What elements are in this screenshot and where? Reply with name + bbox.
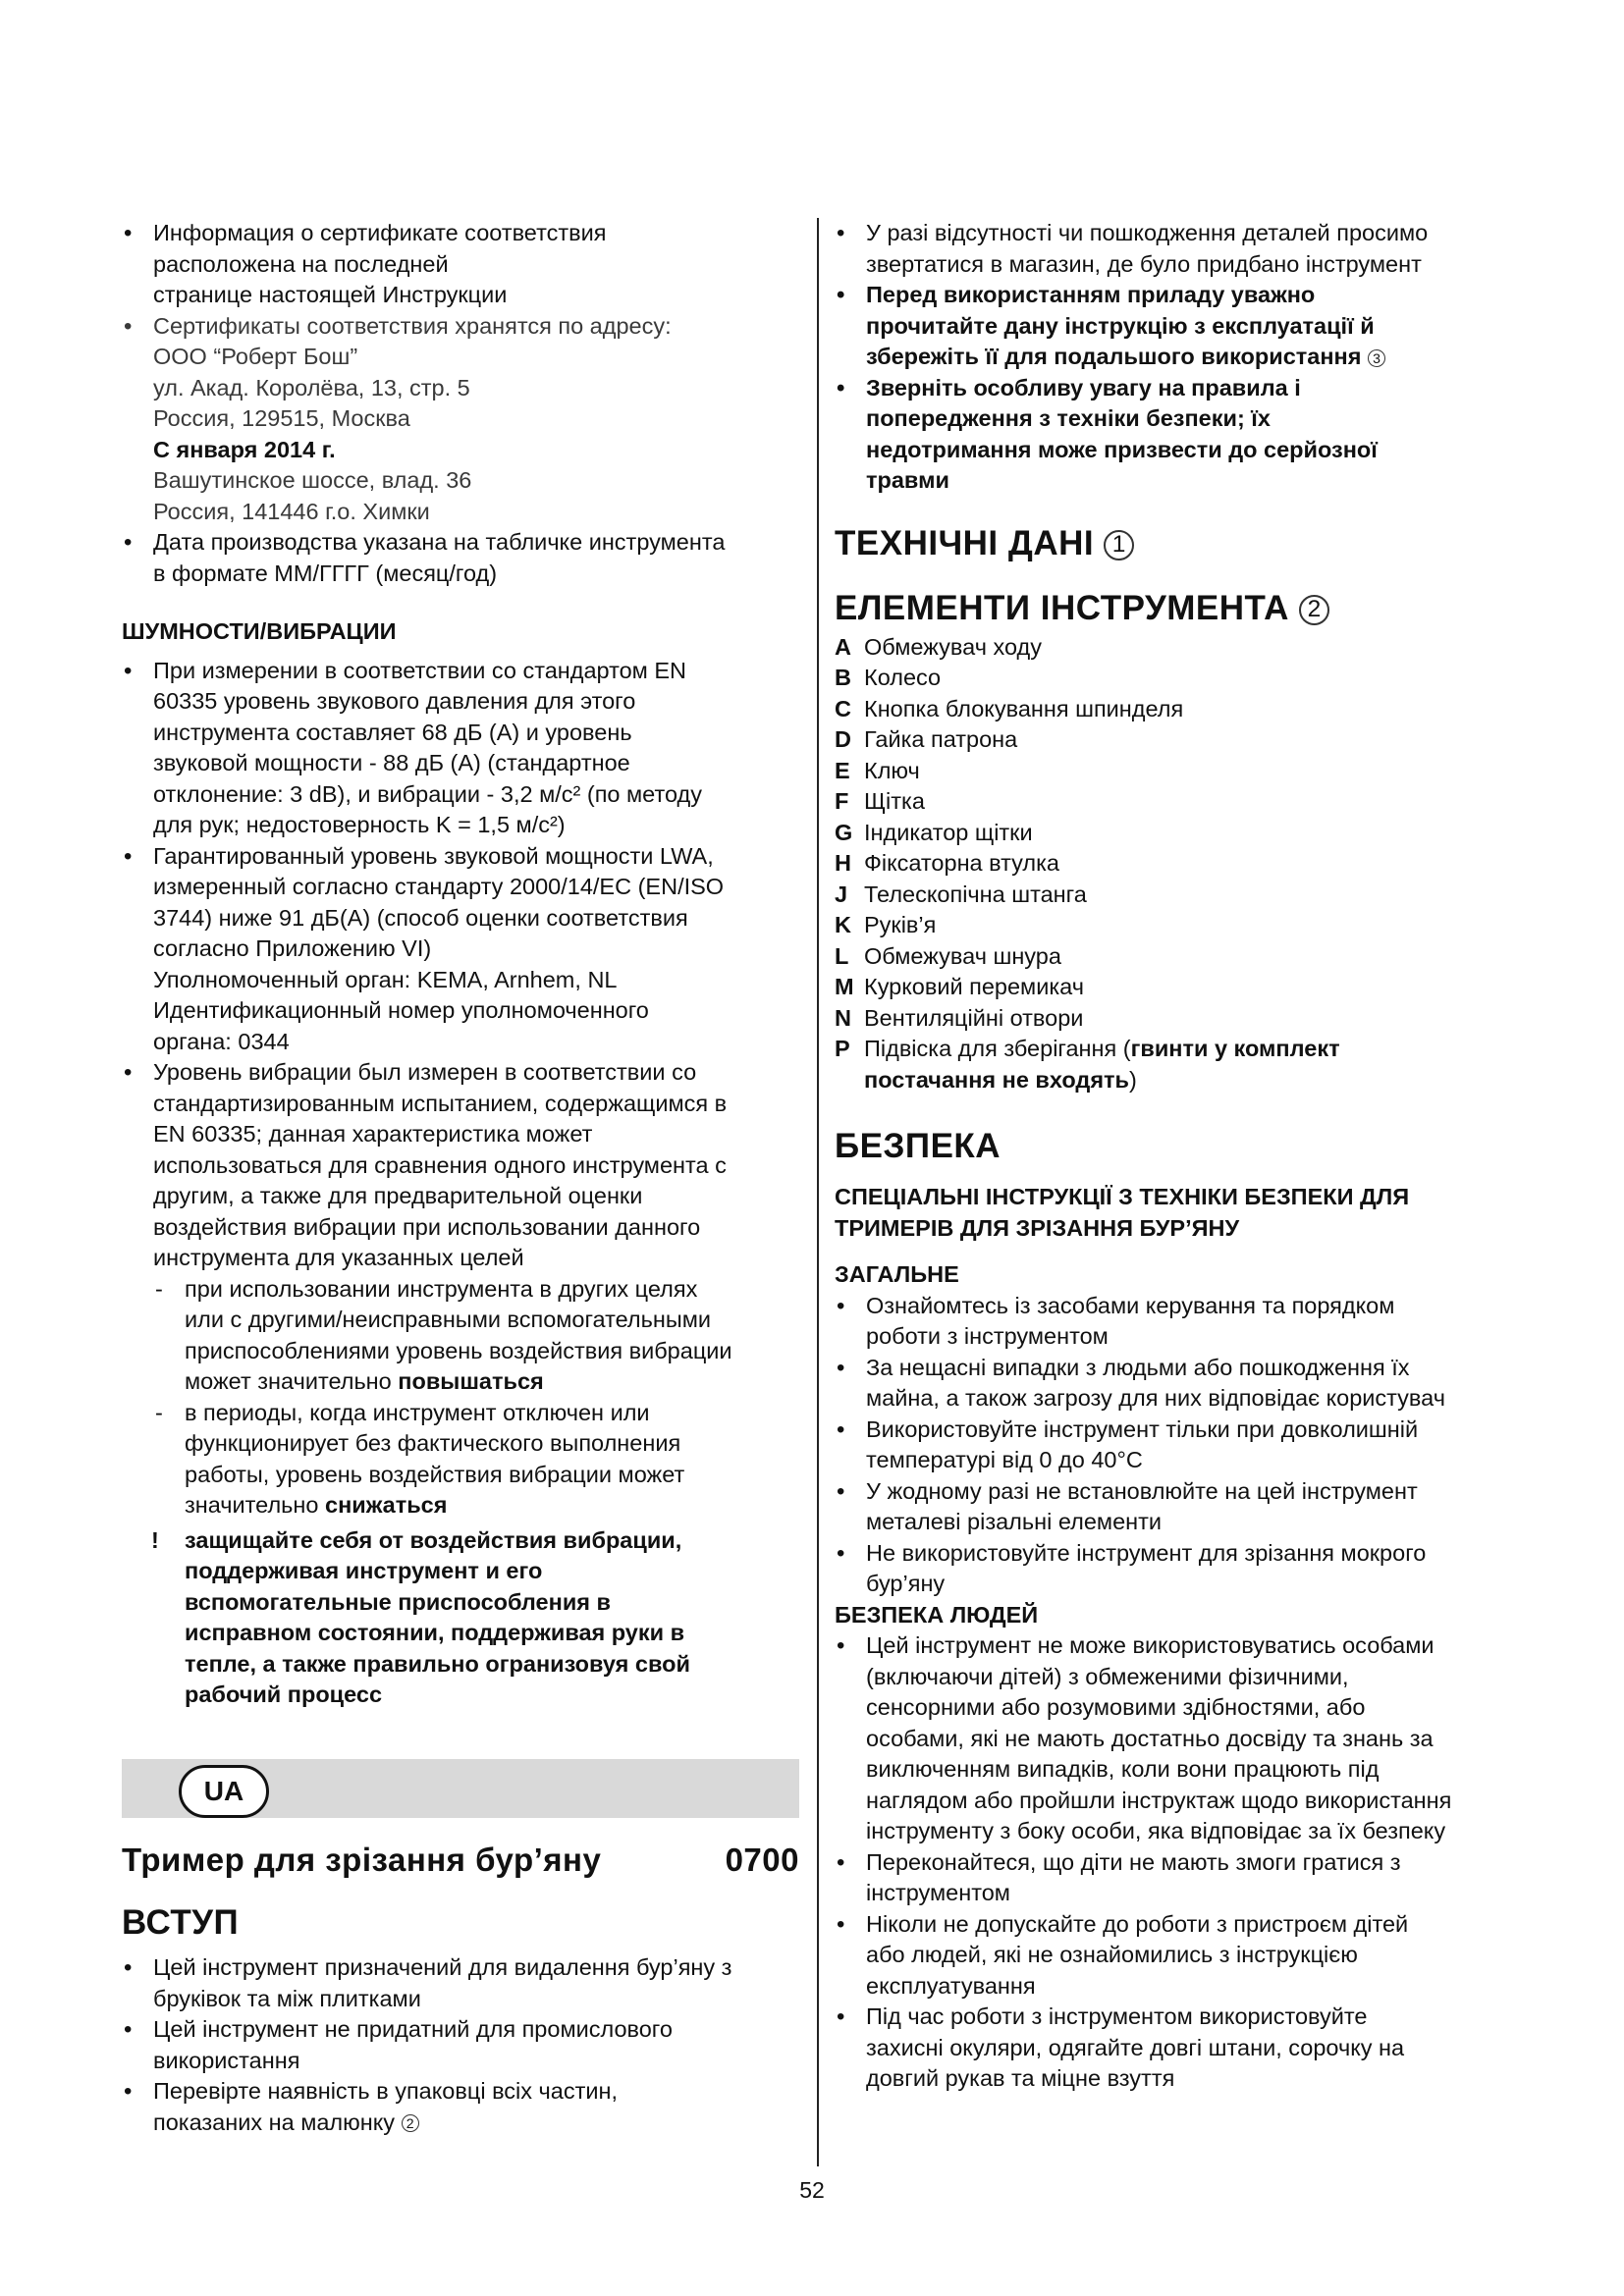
text-line: (включаючи дітей) з обмеженими фізичними, bbox=[866, 1663, 1349, 1689]
list-item bbox=[835, 1476, 1502, 1538]
part-letter: F bbox=[835, 788, 849, 814]
figure-ref-icon: 2 bbox=[402, 2114, 419, 2132]
product-title bbox=[122, 1839, 799, 1882]
part-text: Курковий перемикач bbox=[864, 974, 1084, 999]
text-line: СПЕЦІАЛЬНІ ІНСТРУКЦІЇ З ТЕХНІКИ БЕЗПЕКИ ДЛЯ bbox=[835, 1184, 1410, 1209]
text-line: 3744) ниже 91 дБ(A) (способ оценки соответствия bbox=[153, 904, 688, 931]
right-column bbox=[835, 218, 1502, 2095]
text-line: функционирует без фактического выполнения bbox=[185, 1430, 681, 1456]
list-item bbox=[835, 1847, 1502, 1909]
list-item bbox=[122, 2014, 799, 2076]
part-letter: P bbox=[835, 1036, 850, 1061]
text-line: Цей інструмент не придатний для промислового bbox=[153, 2016, 673, 2042]
part-item bbox=[835, 632, 1502, 664]
text-line: металеві різальні елементи bbox=[866, 1509, 1163, 1534]
text-line: температурі від 0 до 40°C bbox=[866, 1447, 1143, 1472]
text-line: Цей інструмент не може використовуватись особами bbox=[866, 1632, 1435, 1658]
part-text: Колесо bbox=[864, 665, 942, 690]
parts-list bbox=[835, 632, 1502, 1035]
part-item bbox=[835, 880, 1502, 911]
product-name: Тример для зрізання бур’яну bbox=[122, 1842, 602, 1878]
text-line: сенсорними або розумовими здібностями, або bbox=[866, 1694, 1366, 1720]
text-line: ООО “Роберт Бош” bbox=[153, 344, 358, 369]
text-line: согласно Приложению VI) bbox=[153, 935, 432, 961]
text-line: в периоды, когда инструмент отключен или bbox=[185, 1399, 650, 1425]
text-line: защищайте себя от воздействия вибрации, bbox=[185, 1526, 682, 1553]
text-line: звуковой мощности - 88 дБ (A) (стандартное bbox=[153, 750, 630, 775]
list-item bbox=[835, 218, 1502, 280]
part-letter: K bbox=[835, 912, 851, 937]
text-line: другим, а также для предварительной оценки bbox=[153, 1183, 643, 1208]
heading-text: ЕЛЕМЕНТИ ІНСТРУМЕНТА bbox=[835, 588, 1289, 627]
text-line: стандартизированным испытанием, содержащимся в bbox=[153, 1090, 728, 1116]
intro-continued-list bbox=[835, 218, 1502, 497]
part-text: Ключ bbox=[864, 757, 920, 783]
list-item bbox=[835, 1630, 1502, 1847]
part-item bbox=[835, 1034, 1502, 1095]
text-line: показаних на малюнку bbox=[153, 2109, 402, 2135]
text-line: С января 2014 г. bbox=[153, 436, 336, 462]
text-line: Зверніть особливу увагу на правила і bbox=[866, 374, 1301, 400]
certificate-list bbox=[122, 218, 799, 589]
text-line: странице настоящей Инструкции bbox=[153, 282, 508, 307]
text-line: недотримання може призвести до серйозної bbox=[866, 436, 1378, 462]
language-badge: UA bbox=[179, 1765, 269, 1818]
text-line: EN 60335; данная характеристика может bbox=[153, 1121, 593, 1147]
text-line: Перед використанням приладу уважно bbox=[866, 282, 1316, 307]
list-item bbox=[122, 1057, 799, 1274]
list-item bbox=[122, 311, 799, 528]
part-text: Індикатор щітки bbox=[864, 819, 1033, 845]
heading-text: ТЕХНІЧНІ ДАНІ bbox=[835, 523, 1095, 562]
part-letter: B bbox=[835, 665, 851, 690]
general-list bbox=[835, 1291, 1502, 1600]
text-line: при использовании инструмента в других целях bbox=[185, 1275, 698, 1302]
text-line: Идентификационный номер уполномоченного bbox=[153, 997, 649, 1023]
text-line: поддерживая инструмент и его bbox=[185, 1558, 543, 1583]
list-item bbox=[122, 2076, 799, 2138]
vibration-dash-list bbox=[122, 1274, 799, 1522]
list-item bbox=[153, 1274, 799, 1398]
text-line: расположена на последней bbox=[153, 250, 449, 277]
text-line: Информация о сертификате соответствия bbox=[153, 220, 607, 245]
left-column-ua bbox=[122, 1839, 799, 2138]
product-code: 0700 bbox=[725, 1842, 799, 1878]
noise-list bbox=[122, 656, 799, 1274]
part-letter: C bbox=[835, 695, 851, 721]
text-line: Дата производства указана на табличке инструмента bbox=[153, 529, 726, 555]
part-letter: E bbox=[835, 757, 850, 783]
list-item bbox=[153, 1398, 799, 1522]
part-letter: G bbox=[835, 819, 853, 845]
text-line: вспомогательные приспособления в bbox=[185, 1588, 611, 1615]
text-line: Вашутинское шоссе, влад. 36 bbox=[153, 467, 472, 493]
text-line: измеренный согласно стандарту 2000/14/EC (EN/ISO bbox=[153, 874, 725, 899]
part-letter: D bbox=[835, 726, 851, 752]
text-line: органа: 0344 bbox=[153, 1028, 290, 1054]
part-text: Щітка bbox=[864, 788, 925, 814]
text-line: Ознайомтесь із засобами керування та порядком bbox=[866, 1292, 1395, 1318]
list-item bbox=[122, 218, 799, 311]
general-heading: ЗАГАЛЬНЕ bbox=[835, 1261, 959, 1287]
list-item bbox=[835, 1291, 1502, 1353]
left-column bbox=[122, 218, 799, 1711]
text-line: 60335 уровень звукового давления для этого bbox=[153, 688, 636, 714]
people-safety-heading: БЕЗПЕКА ЛЮДЕЙ bbox=[835, 1601, 1039, 1628]
text-line: инструмента для указанных целей bbox=[153, 1245, 524, 1270]
text-line: наглядом або пройшли інструктаж щодо використання bbox=[866, 1787, 1452, 1813]
tech-data-heading bbox=[835, 522, 1502, 565]
text-line: збережіть її для подальшого використання bbox=[866, 344, 1368, 369]
part-text: Обмежувач шнура bbox=[864, 942, 1061, 969]
text-line: інструментом bbox=[866, 1880, 1010, 1905]
text-line: або людей, які не ознайомились з інструкцією bbox=[866, 1942, 1358, 1967]
text-line: Не використовуйте інструмент для зрізання мокрого bbox=[866, 1539, 1427, 1566]
list-item bbox=[122, 1952, 799, 2014]
text-line: работы, уровень воздействия вибрации может bbox=[185, 1461, 685, 1487]
text-line: травми bbox=[866, 467, 949, 493]
list-item bbox=[835, 1538, 1502, 1600]
text-line: експлуатування bbox=[866, 1972, 1036, 1999]
figure-ref-icon: 2 bbox=[1299, 595, 1329, 625]
text-line: прочитайте дану інструкцію з експлуатації й bbox=[866, 312, 1375, 339]
noise-heading: ШУМНОСТИ/ВИБРАЦИИ bbox=[122, 618, 397, 644]
text-line: может значительно bbox=[185, 1368, 399, 1394]
list-item bbox=[835, 1909, 1502, 2002]
text-line: Сертификаты соответствия хранятся по адресу: bbox=[153, 312, 672, 339]
text-line: значительно bbox=[185, 1492, 325, 1518]
part-text: Руків’я bbox=[864, 912, 937, 937]
part-text: Підвіска для зберігання ( bbox=[864, 1036, 1131, 1061]
part-letter: H bbox=[835, 850, 851, 876]
part-note: гвинти у комплект bbox=[1130, 1036, 1340, 1061]
text-line: У жодному разі не встановлюйте на цей інструмент bbox=[866, 1477, 1418, 1504]
text-line: бур’яну bbox=[866, 1571, 946, 1596]
text-line: для рук; недостоверность K = 1,5 м/с²) bbox=[153, 812, 566, 837]
text-line: виключенням випадків, коли вони працюють під bbox=[866, 1756, 1380, 1782]
text-line: Перевірте наявність в упаковці всіх частин, bbox=[153, 2078, 618, 2104]
part-text: Кнопка блокування шпинделя bbox=[864, 695, 1184, 721]
list-item bbox=[835, 2002, 1502, 2095]
text-line: У разі відсутності чи пошкодження деталей просимо bbox=[866, 220, 1429, 245]
text-line: Уровень вибрации был измерен в соответствии со bbox=[153, 1059, 697, 1085]
part-item bbox=[835, 756, 1502, 787]
language-band bbox=[122, 1759, 799, 1818]
list-item bbox=[122, 527, 799, 589]
text-line: попередження з техніки безпеки; їх bbox=[866, 405, 1271, 431]
people-safety-list bbox=[835, 1630, 1502, 2095]
text-line: Россия, 129515, Москва bbox=[153, 405, 410, 431]
list-item bbox=[835, 1415, 1502, 1476]
figure-ref-icon: 1 bbox=[1104, 530, 1134, 561]
list-item bbox=[122, 656, 799, 841]
part-item bbox=[835, 910, 1502, 941]
text-line: особами, які не мають достатньо досвіду та знань за bbox=[866, 1725, 1434, 1751]
part-letter: M bbox=[835, 974, 854, 999]
text-line: Уполномоченный орган: KEMA, Arnhem, NL bbox=[153, 966, 618, 992]
text-line: ТРИМЕРІВ ДЛЯ ЗРІЗАННЯ БУР’ЯНУ bbox=[835, 1214, 1240, 1241]
text-line: При измерении в соответствии со стандартом EN bbox=[153, 657, 686, 683]
text-line: воздействия вибрации при использовании данного bbox=[153, 1213, 701, 1240]
figure-ref-icon: 3 bbox=[1368, 349, 1385, 367]
column-divider bbox=[817, 218, 819, 2166]
part-item bbox=[835, 663, 1502, 694]
part-item bbox=[835, 724, 1502, 756]
warning-mark-icon: ! bbox=[151, 1526, 159, 1553]
text-line: захисні окуляри, одягайте довгі штани, сорочку на bbox=[866, 2034, 1405, 2060]
text-line: Цей інструмент призначений для видалення бур’яну з bbox=[153, 1954, 732, 1980]
text-line: звертатися в магазин, де було придбано інструмент bbox=[866, 250, 1422, 277]
part-item bbox=[835, 972, 1502, 1003]
text-line: бруківок та між плитками bbox=[153, 1985, 421, 2011]
parts-list-last bbox=[835, 1034, 1502, 1095]
text-line: Переконайтеся, що діти не мають змоги гратися з bbox=[866, 1848, 1401, 1875]
part-letter: L bbox=[835, 942, 849, 969]
text-line: ул. Акад. Королёва, 13, стр. 5 bbox=[153, 374, 470, 400]
part-text: Телескопічна штанга bbox=[864, 881, 1087, 907]
emphasis: снижаться bbox=[325, 1492, 448, 1518]
part-letter: J bbox=[835, 881, 848, 907]
intro-heading: ВСТУП bbox=[122, 1903, 240, 1942]
text-line: Ніколи не допускайте до роботи з пристроєм дітей bbox=[866, 1910, 1409, 1937]
part-item bbox=[835, 786, 1502, 818]
text-line: Россия, 141446 г.о. Химки bbox=[153, 498, 430, 524]
part-text: Вентиляційні отвори bbox=[864, 1004, 1084, 1031]
part-text: Обмежувач ходу bbox=[864, 633, 1042, 660]
page-number: 52 bbox=[799, 2177, 825, 2203]
part-item bbox=[835, 818, 1502, 849]
text-line: исправном состоянии, поддерживая руки в bbox=[185, 1620, 685, 1645]
text-line: Використовуйте інструмент тільки при довколишній bbox=[866, 1415, 1419, 1442]
text-line: довгий рукав та міцне взуття bbox=[866, 2065, 1175, 2091]
part-text: ) bbox=[1129, 1066, 1137, 1093]
special-instructions-heading bbox=[835, 1182, 1502, 1244]
text-line: Під час роботи з інструментом використовуйте bbox=[866, 2003, 1368, 2029]
text-line: роботи з інструментом bbox=[866, 1323, 1109, 1349]
intro-list bbox=[122, 1952, 799, 2138]
text-line: отклонение: 3 dB), и вибрации - 3,2 м/с² (по методу bbox=[153, 780, 702, 807]
text-line: рабочий процесс bbox=[185, 1682, 383, 1707]
part-item bbox=[835, 1003, 1502, 1035]
text-line: використання bbox=[153, 2047, 300, 2073]
part-text: Гайка патрона bbox=[864, 726, 1018, 752]
text-line: приспособлениями уровень воздействия вибрации bbox=[185, 1337, 732, 1363]
part-item bbox=[835, 694, 1502, 725]
part-item bbox=[835, 848, 1502, 880]
part-item bbox=[835, 941, 1502, 973]
text-line: использоваться для сравнения одного инструмента с bbox=[153, 1151, 727, 1178]
text-line: Гарантированный уровень звуковой мощности LWA, bbox=[153, 842, 714, 869]
list-item bbox=[835, 1353, 1502, 1415]
part-text: Фіксаторна втулка bbox=[864, 850, 1059, 876]
text-line: инструмента составляет 68 дБ (A) и уровень bbox=[153, 719, 632, 745]
part-letter: A bbox=[835, 633, 851, 660]
list-item bbox=[835, 373, 1502, 497]
text-line: в формате ММ/ГГГГ (месяц/год) bbox=[153, 560, 498, 586]
safety-heading: БЕЗПЕКА bbox=[835, 1127, 1001, 1165]
part-note: постачання не входять bbox=[864, 1066, 1129, 1093]
text-line: тепле, а также правильно огранизовуя свой bbox=[185, 1650, 690, 1677]
emphasis: повышаться bbox=[398, 1368, 544, 1394]
elements-heading bbox=[835, 587, 1502, 630]
text-line: майна, а також загрозу для них відповідає користувач bbox=[866, 1385, 1445, 1411]
list-item bbox=[122, 841, 799, 1058]
text-line: За нещасні випадки з людьми або пошкодження їх bbox=[866, 1354, 1410, 1380]
text-line: или с другими/неисправными вспомогательными bbox=[185, 1307, 712, 1332]
list-item bbox=[835, 280, 1502, 373]
text-line: інструменту з боку особи, яка відповідає за їх безпеку bbox=[866, 1818, 1446, 1843]
vibration-warning bbox=[122, 1525, 799, 1711]
part-letter: N bbox=[835, 1004, 851, 1031]
